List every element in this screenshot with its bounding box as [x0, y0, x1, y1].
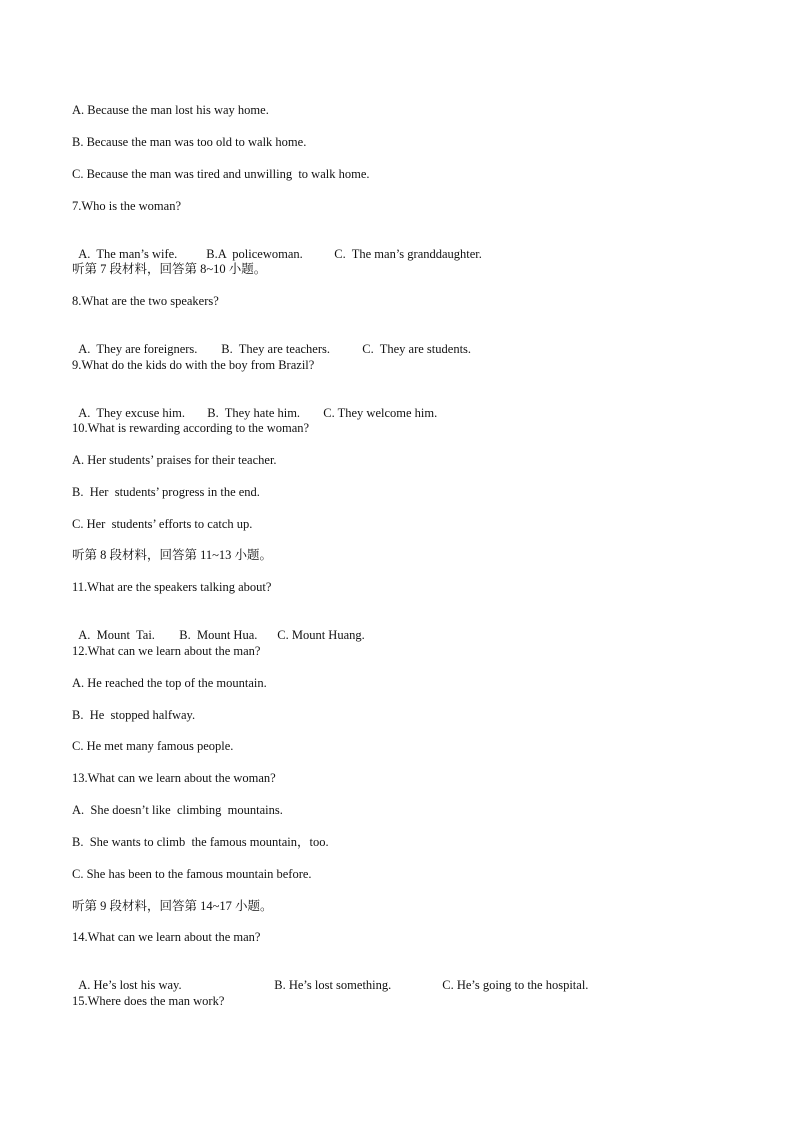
- option-12c: C. He met many famous people.: [72, 739, 234, 753]
- option-14c: C. He’s going to the hospital.: [442, 978, 589, 992]
- option-6c: C. Because the man was tired and unwilling to walk home.: [72, 167, 370, 181]
- question-9: 9.What do the kids do with the boy from Brazil?: [72, 358, 315, 372]
- option-6a: A. Because the man lost his way home.: [72, 103, 269, 117]
- option-11a: A. Mount Tai.: [78, 628, 155, 642]
- option-7a: A. The man’s wife.: [78, 247, 178, 261]
- option-14a: A. He’s lost his way.: [78, 978, 182, 992]
- option-11c: C. Mount Huang.: [277, 628, 365, 642]
- section-heading-8: 听第 8 段材料，回答第 11~13 小题。: [72, 548, 273, 562]
- option-13c: C. She has been to the famous mountain before.: [72, 867, 312, 881]
- option-13a: A. She doesn’t like climbing mountains.: [72, 803, 283, 817]
- question-8: 8.What are the two speakers?: [72, 294, 219, 308]
- option-8b: B. They are teachers.: [221, 342, 330, 356]
- options-7: [72, 230, 482, 262]
- option-12b: B. He stopped halfway.: [72, 708, 196, 722]
- option-8a: A. They are foreigners.: [78, 342, 198, 356]
- question-12: 12.What can we learn about the man?: [72, 644, 261, 658]
- question-13: 13.What can we learn about the woman?: [72, 771, 276, 785]
- question-7: 7.Who is the woman?: [72, 199, 182, 213]
- option-10b: B. Her students’ progress in the end.: [72, 485, 260, 499]
- option-10c: C. Her students’ efforts to catch up.: [72, 517, 253, 531]
- option-14b: B. He’s lost something.: [274, 978, 392, 992]
- section-heading-9: 听第 9 段材料，回答第 14~17 小题。: [72, 899, 273, 913]
- option-9c: C. They welcome him.: [323, 406, 438, 420]
- options-14: [72, 961, 588, 993]
- option-7c: C. The man’s granddaughter.: [334, 247, 482, 261]
- question-15: 15.Where does the man work?: [72, 994, 225, 1008]
- option-7b: B.A policewoman.: [206, 247, 303, 261]
- option-13b: B. She wants to climb the famous mountain，too.: [72, 835, 329, 849]
- option-6b: B. Because the man was too old to walk home.: [72, 135, 307, 149]
- option-10a: A. Her students’ praises for their teacher.: [72, 453, 277, 467]
- question-10: 10.What is rewarding according to the woman?: [72, 421, 310, 435]
- option-11b: B. Mount Hua.: [179, 628, 258, 642]
- options-8: [72, 325, 471, 357]
- question-14: 14.What can we learn about the man?: [72, 930, 261, 944]
- option-9b: B. They hate him.: [207, 406, 301, 420]
- option-12a: A. He reached the top of the mountain.: [72, 676, 267, 690]
- question-11: 11.What are the speakers talking about?: [72, 580, 272, 594]
- options-9: [72, 389, 437, 421]
- options-11: [72, 611, 365, 643]
- section-heading-7: 听第 7 段材料，回答第 8~10 小题。: [72, 262, 267, 276]
- option-9a: A. They excuse him.: [78, 406, 185, 420]
- option-8c: C. They are students.: [362, 342, 472, 356]
